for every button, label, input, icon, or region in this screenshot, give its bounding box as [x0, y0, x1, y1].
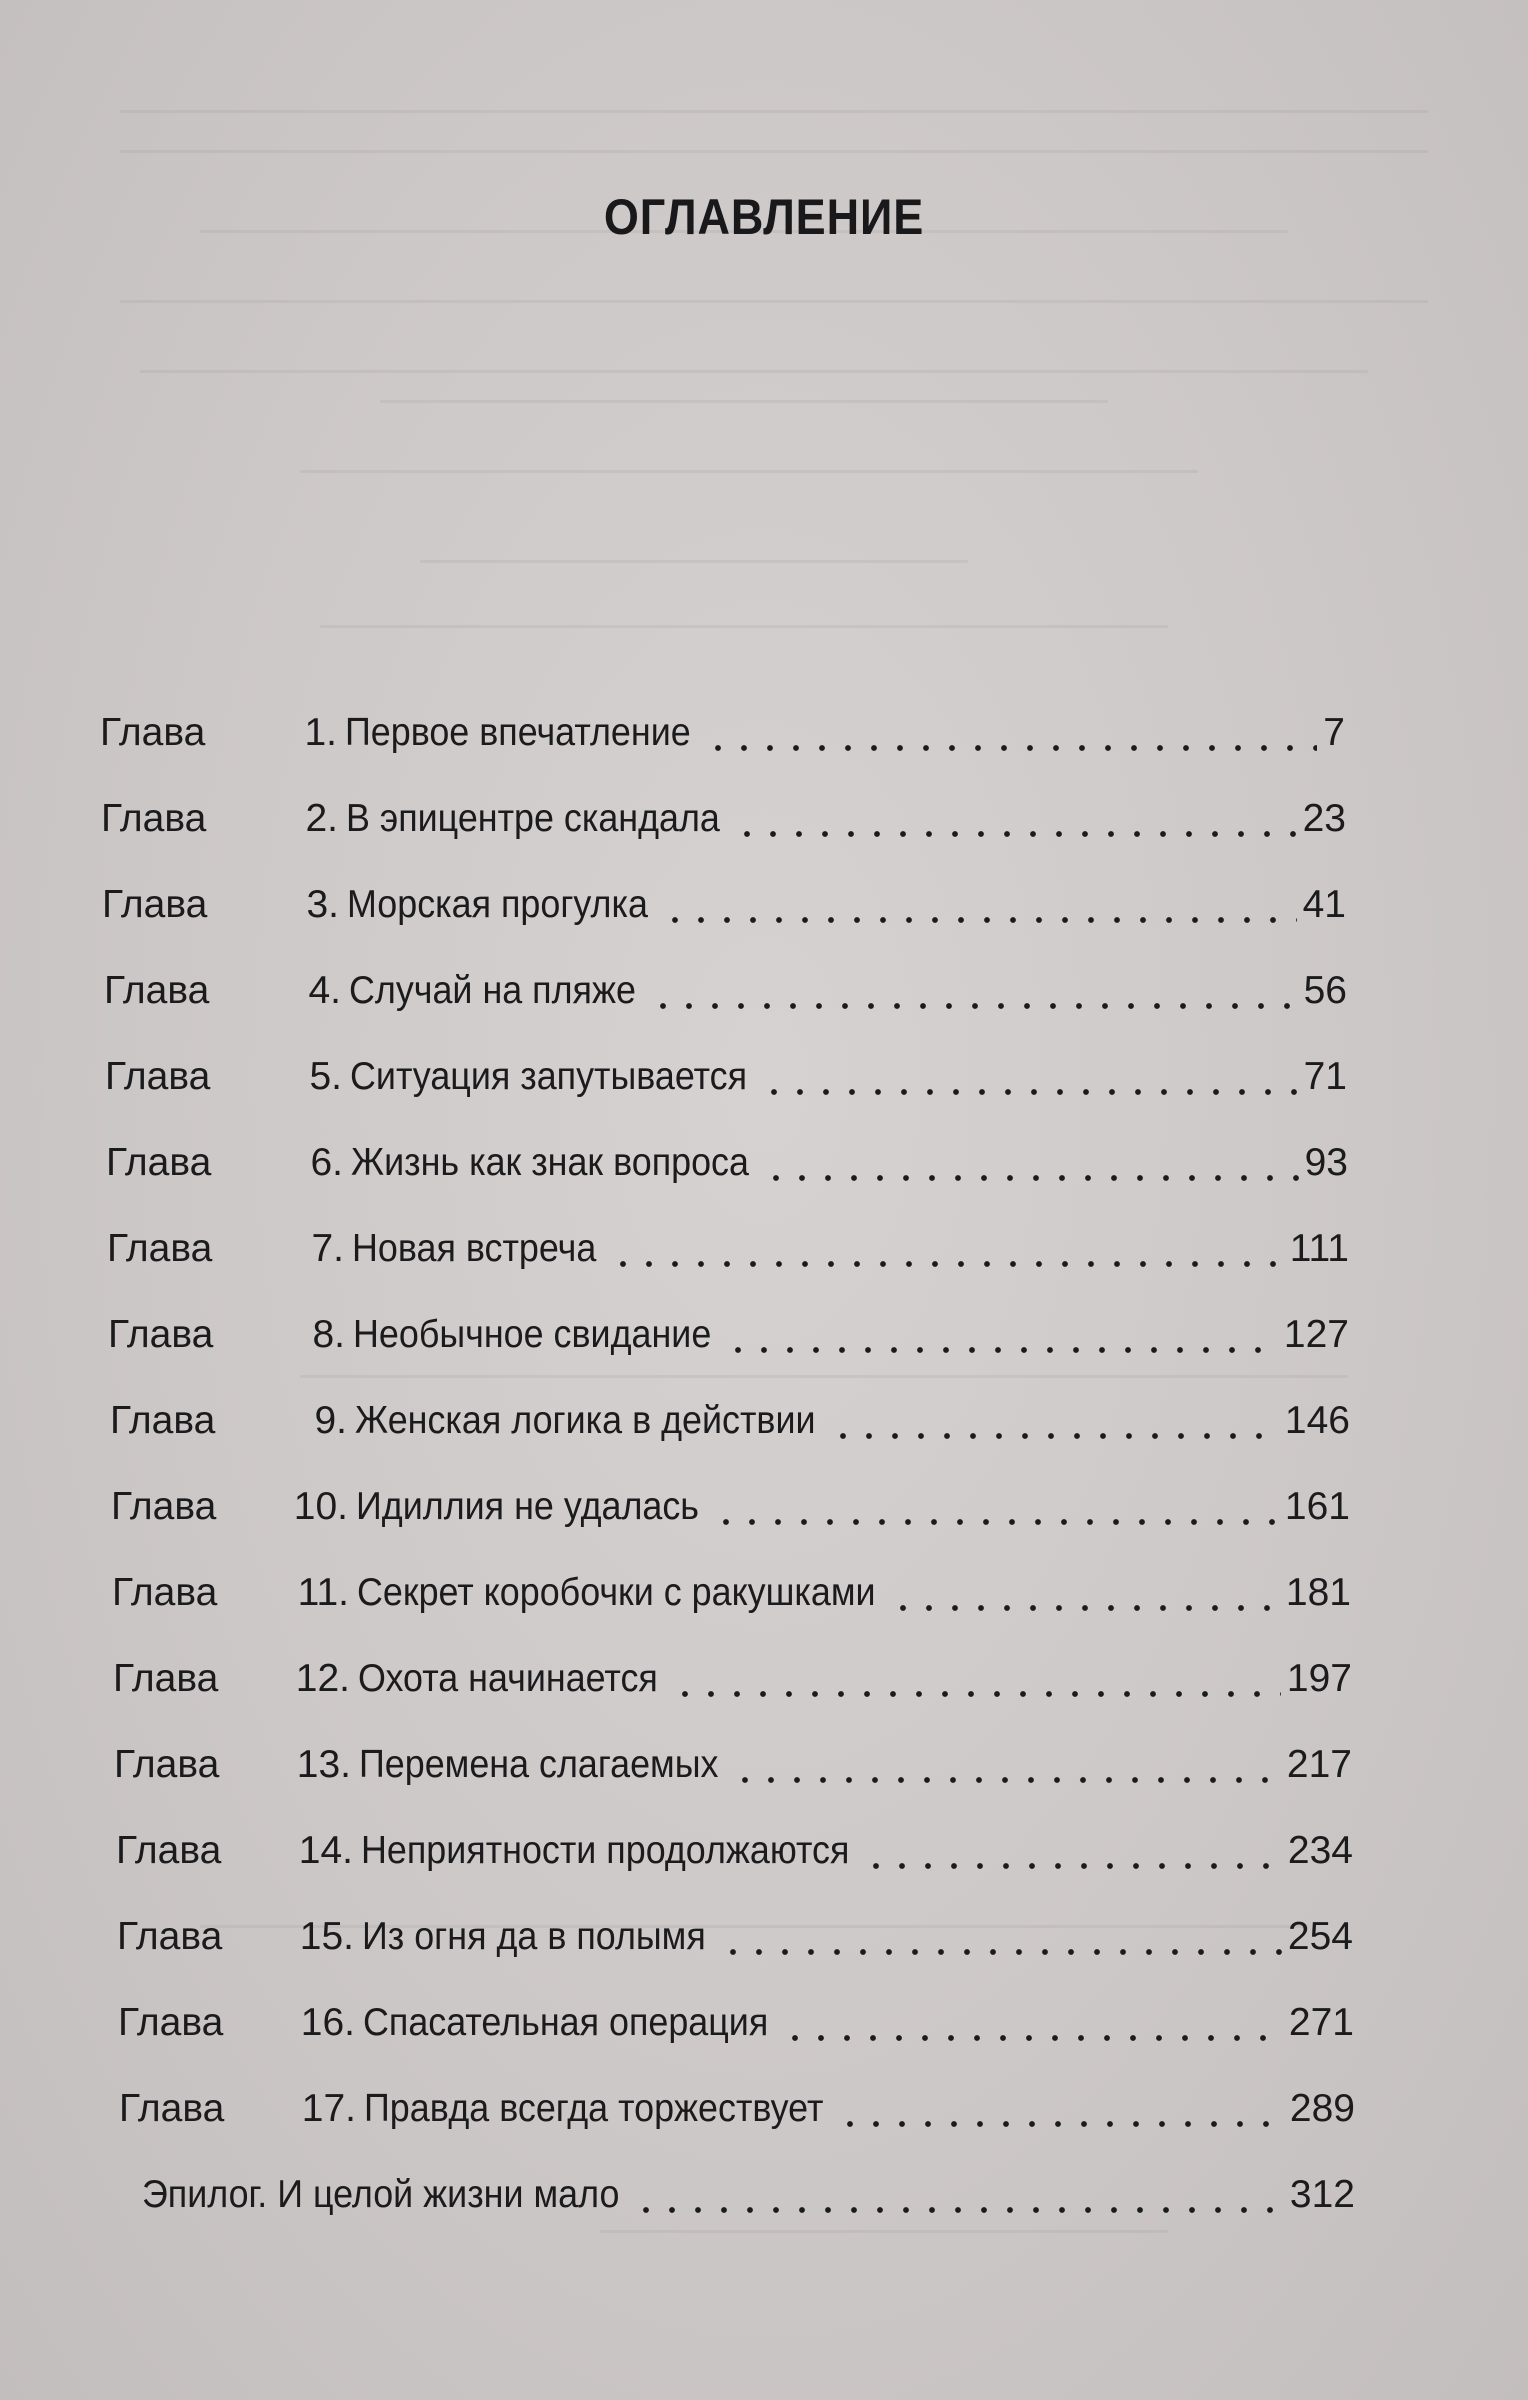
- page-number: 197: [1286, 1657, 1352, 1700]
- chapter-number: 2.: [305, 797, 338, 840]
- chapter-title: Женская логика в действии: [355, 1399, 816, 1442]
- toc-entry: [0, 1052, 1528, 1138]
- dot-leader: [725, 1310, 1278, 1360]
- chapter-number: 4.: [308, 969, 341, 1012]
- chapter-title: Правда всегда торжествует: [364, 2087, 824, 2130]
- page-number: 56: [1303, 969, 1347, 1012]
- page-title: ОГЛАВЛЕНИЕ: [603, 189, 925, 245]
- chapter-title: Идиллия не удалась: [356, 1485, 699, 1528]
- chapter-label: Глава: [119, 2087, 225, 2130]
- toc-entry: [0, 880, 1528, 966]
- chapter-number: 10.: [293, 1485, 348, 1528]
- dot-leader: [734, 794, 1297, 844]
- chapter-label: Глава: [112, 1571, 218, 1614]
- dot-leader: [761, 1052, 1298, 1102]
- dot-leader: [890, 1568, 1280, 1618]
- chapter-number: 13.: [296, 1743, 351, 1786]
- chapter-label: Глава: [108, 1313, 214, 1356]
- dot-leader: [705, 708, 1318, 758]
- toc-entry: [0, 1826, 1528, 1912]
- page-number: 146: [1284, 1399, 1350, 1442]
- chapter-label: Глава: [111, 1485, 217, 1528]
- page-number: 161: [1284, 1485, 1350, 1528]
- page-number: 41: [1302, 883, 1346, 926]
- page-number: 217: [1286, 1743, 1352, 1786]
- dot-leader: [830, 1396, 1279, 1446]
- dot-leader: [610, 1224, 1283, 1274]
- toc-entry: [0, 1138, 1528, 1224]
- dot-leader: [763, 1138, 1299, 1188]
- chapter-label: Глава: [104, 969, 210, 1012]
- chapter-label: Глава: [107, 1227, 213, 1270]
- chapter-title: Охота начинается: [358, 1657, 658, 1700]
- toc-entry: [0, 1654, 1528, 1740]
- toc-entry: [0, 1740, 1528, 1826]
- toc-entry: [0, 1912, 1528, 1998]
- dot-leader: [782, 1998, 1283, 2048]
- toc-entry: [0, 1310, 1528, 1396]
- dot-leader: [662, 880, 1297, 930]
- chapter-number: 6.: [310, 1141, 343, 1184]
- page-number: 71: [1303, 1055, 1347, 1098]
- chapter-number: 15.: [299, 1915, 354, 1958]
- chapter-number: 11.: [297, 1571, 349, 1614]
- chapter-label: Глава: [105, 1055, 211, 1098]
- chapter-label: Глава: [110, 1399, 216, 1442]
- toc-entry: [0, 2170, 1528, 2256]
- chapter-title: Неприятности продолжаются: [361, 1829, 850, 1872]
- chapter-title: Первое впечатление: [345, 711, 691, 754]
- chapter-title: Спасательная операция: [363, 2001, 769, 2044]
- page-number: 7: [1323, 711, 1345, 754]
- chapter-number: 3.: [306, 883, 339, 926]
- chapter-label: Глава: [100, 711, 206, 754]
- chapter-number: 1.: [304, 711, 337, 754]
- toc-entry: [0, 2084, 1528, 2170]
- chapter-number: 7.: [311, 1227, 344, 1270]
- dot-leader: [633, 2170, 1284, 2220]
- toc-entry: [0, 1998, 1528, 2084]
- chapter-title: Ситуация запутывается: [350, 1055, 748, 1098]
- page-number: 271: [1288, 2001, 1354, 2044]
- dot-leader: [720, 1912, 1282, 1962]
- chapter-title: Секрет коробочки с ракушками: [357, 1571, 876, 1614]
- page-number: 254: [1287, 1915, 1353, 1958]
- chapter-title: Морская прогулка: [347, 883, 648, 926]
- chapter-number: 16.: [300, 2001, 355, 2044]
- toc-entry: [0, 1224, 1528, 1310]
- chapter-label: Глава: [113, 1657, 219, 1700]
- page-number: 127: [1283, 1313, 1349, 1356]
- chapter-number: 17.: [301, 2087, 356, 2130]
- toc-entry: [0, 1568, 1528, 1654]
- chapter-title: Из огня да в полымя: [362, 1915, 706, 1958]
- page-number: 23: [1302, 797, 1346, 840]
- chapter-number: 14.: [298, 1829, 353, 1872]
- chapter-title: Перемена слагаемых: [359, 1743, 719, 1786]
- dot-leader: [672, 1654, 1281, 1704]
- dot-leader: [837, 2084, 1284, 2134]
- chapter-title: Необычное свидание: [353, 1313, 712, 1356]
- chapter-title: Новая встреча: [352, 1227, 597, 1270]
- dot-leader: [713, 1482, 1279, 1532]
- page-number: 312: [1289, 2173, 1355, 2216]
- chapter-label: Глава: [116, 1829, 222, 1872]
- chapter-label: Глава: [102, 883, 208, 926]
- chapter-label: Глава: [106, 1141, 212, 1184]
- dot-leader: [732, 1740, 1280, 1790]
- page-number: 289: [1289, 2087, 1355, 2130]
- chapter-title: Случай на пляже: [349, 969, 636, 1012]
- toc-entry: [0, 1482, 1528, 1568]
- chapter-number: 9.: [314, 1399, 347, 1442]
- chapter-label: Глава: [118, 2001, 224, 2044]
- chapter-label: Глава: [114, 1743, 220, 1786]
- page-number: 234: [1287, 1829, 1353, 1872]
- chapter-title: Жизнь как знак вопроса: [351, 1141, 749, 1184]
- chapter-number: 5.: [309, 1055, 342, 1098]
- toc-entry: [0, 966, 1528, 1052]
- chapter-number: 12.: [295, 1657, 350, 1700]
- page-number: 181: [1285, 1571, 1351, 1614]
- page-number: 111: [1289, 1227, 1349, 1270]
- dot-leader: [863, 1826, 1282, 1876]
- chapter-title: В эпицентре скандала: [346, 797, 720, 840]
- chapter-label: Глава: [117, 1915, 223, 1958]
- dot-leader: [650, 966, 1298, 1016]
- chapter-number: 8.: [312, 1313, 345, 1356]
- toc-entry: [0, 1396, 1528, 1482]
- toc-entry: [0, 708, 1528, 794]
- toc-entry: [0, 794, 1528, 880]
- table-of-contents: [0, 708, 1528, 2256]
- page-number: 93: [1304, 1141, 1348, 1184]
- chapter-title: Эпилог. И целой жизни мало: [142, 2173, 620, 2216]
- chapter-label: Глава: [101, 797, 207, 840]
